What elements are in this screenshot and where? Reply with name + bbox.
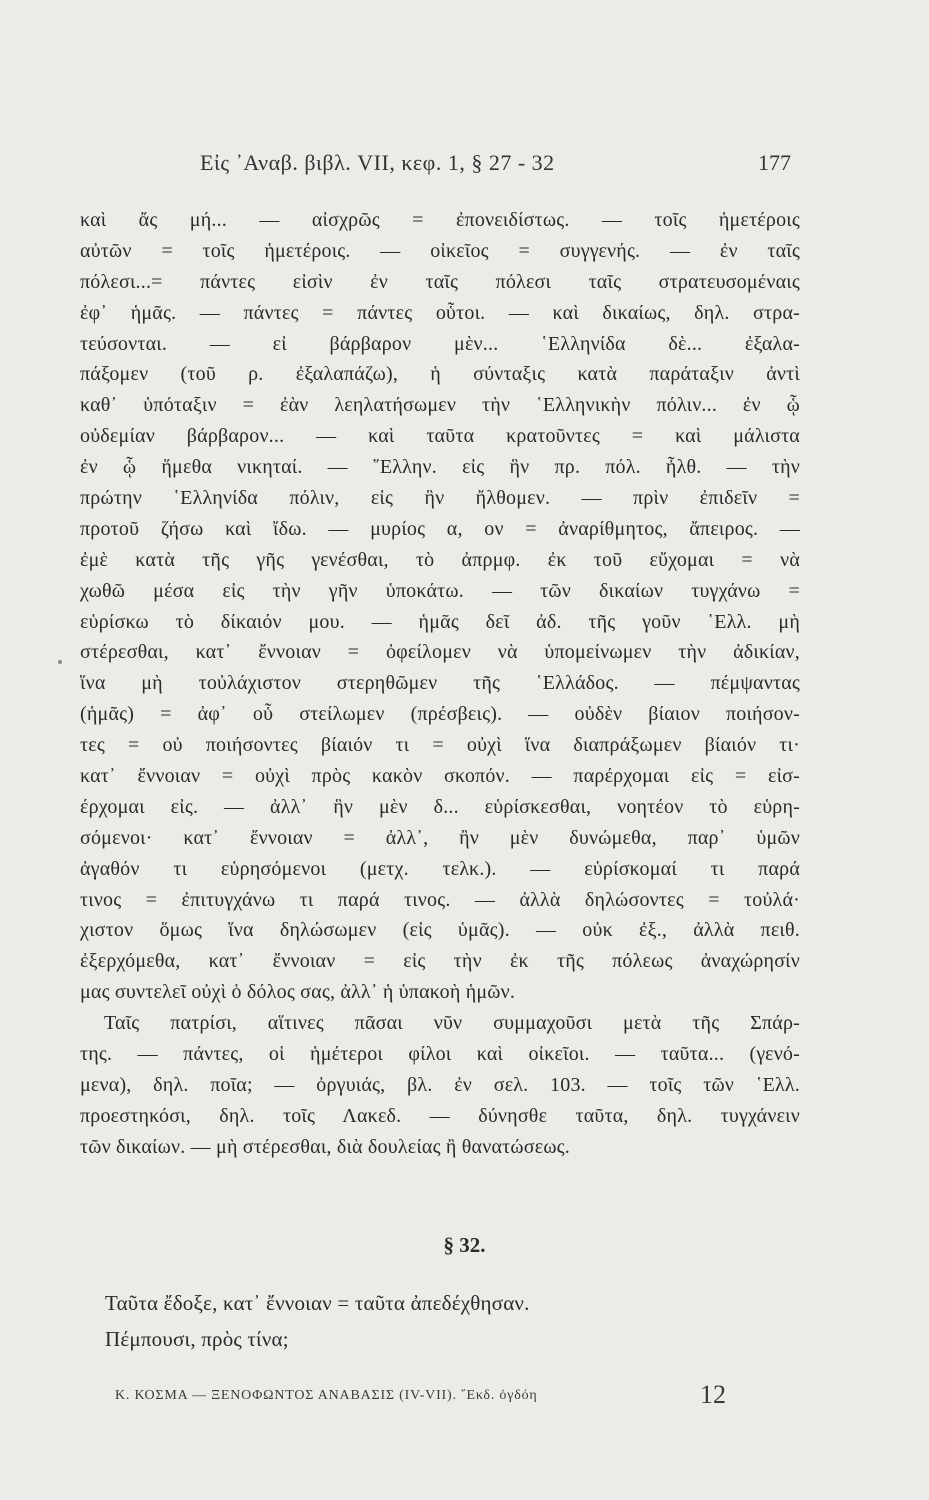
text-line: ἐξερχόμεθα, κατ᾿ ἔννοιαν = εἰς τὴν ἐκ τῆς πόλεως ἀναχώρησίν	[80, 950, 800, 973]
section-heading: § 32.	[443, 1233, 486, 1257]
text-line: ἐφ᾿ ἡμᾶς. — πάντες = πάντες οὗτοι. — καὶ δικαίως, δηλ. στρα-	[80, 301, 800, 324]
text-line: προτοῦ ζήσω καὶ ἴδω. — μυρίος α, ον = ἀναρίθμητος, ἄπειρος. —	[80, 517, 800, 540]
header-title: Εἰς ᾿Αναβ. βιβλ. VII, κεφ. 1, § 27 - 32	[200, 150, 555, 175]
footer-imprint: Κ. ΚΟΣΜΑ — ΞΕΝΟΦΩΝΤΟΣ ΑΝΑΒΑΣΙΣ (IV-VII). ῎Εκδ. ὀγδόη	[115, 1388, 538, 1403]
text-line: ἵνα μὴ τοὐλάχιστον στερηθῶμεν τῆς ῾Ελλάδος. — πέμψαντας	[80, 672, 800, 695]
text-line: πρώτην ῾Ελληνίδα πόλιν, εἰς ἣν ἤλθομεν. — πρὶν ἐπιδεῖν =	[80, 487, 800, 510]
page-number: 177	[758, 150, 791, 175]
text-line: ἀγαθόν τι εὑρησόμενοι (μετχ. τελκ.). — εὑρίσκομαί τι παρά	[80, 857, 800, 880]
running-header	[0, 150, 929, 180]
text-line: τεύσονται. — εἰ βάρβαρον μὲν... ῾Ελληνίδα δὲ... ἐξαλα-	[80, 332, 800, 355]
text-line: καὶ ἄς μή... — αἰσχρῶς = ἐπονειδίστως. — τοῖς ἡμετέροις	[80, 209, 800, 231]
text-line: Ταῦτα ἔδοξε, κατ᾿ ἔννοιαν = ταῦτα ἀπεδέχθησαν.	[105, 1291, 530, 1315]
text-line: Ταῖς πατρίσι, αἵτινες πᾶσαι νῦν συμμαχοῦσι μετὰ τῆς Σπάρ-	[104, 1012, 800, 1035]
text-line: της. — πάντες, οἱ ἡμέτεροι φίλοι καὶ οἰκεῖοι. — ταῦτα... (γενό-	[80, 1043, 800, 1066]
text-line: προεστηκόσι, δηλ. τοῖς Λακεδ. — δύνησθε ταῦτα, δηλ. τυγχάνειν	[80, 1104, 800, 1127]
text-line: σόμενοι· κατ᾿ ἔννοιαν = ἀλλ᾿, ἢν μὲν δυνώμεθα, παρ᾿ ὑμῶν	[80, 826, 800, 849]
text-line: μας συντελεῖ οὐχὶ ὁ δόλος σας, ἀλλ᾿ ἡ ὑπακοὴ ἡμῶν.	[80, 981, 516, 1004]
text-line: τες = οὐ ποιήσοντες βίαιόν τι = οὐχὶ ἵνα διαπράξωμεν βίαιόν τι·	[80, 734, 800, 757]
section-text	[105, 1285, 745, 1357]
text-line: (ἡμᾶς) = ἀφ᾿ οὗ στείλωμεν (πρέσβεις). — οὐδὲν βίαιον ποιήσον-	[80, 703, 800, 726]
text-line: κατ᾿ ἔννοιαν = οὐχὶ πρὸς κακὸν σκοπόν. — παρέρχομαι εἰς = εἰσ-	[80, 765, 800, 788]
page-footer	[0, 1380, 929, 1420]
text-line: Πέμπουσι, πρὸς τίνα;	[105, 1327, 289, 1351]
signature-number: 12	[700, 1380, 726, 1409]
text-line: ἐν ᾧ ἥμεθα νικηταί. — ῞Ελλην. εἰς ἣν πρ. πόλ. ἦλθ. — τὴν	[80, 456, 800, 479]
text-line: ἐμὲ κατὰ τῆς γῆς γενέσθαι, τὸ ἀπρμφ. ἐκ τοῦ εὔχομαι = νὰ	[80, 548, 800, 571]
text-line: έρχομαι εἰς. — ἀλλ᾿ ἣν μὲν δ... εὑρίσκεσθαι, νοητέον τὸ εὑρη-	[80, 795, 800, 818]
text-line: οὐδεμίαν βάρβαρον... — καὶ ταῦτα κρατοῦντες = καὶ μάλιστα	[80, 425, 800, 448]
text-line: στέρεσθαι, κατ᾿ ἔννοιαν = ὀφείλομεν νὰ ὑπομείνωμεν τὴν ἀδικίαν,	[80, 641, 800, 664]
text-line: χωθῶ μέσα εἰς τὴν γῆν ὑποκάτω. — τῶν δικαίων τυγχάνω =	[80, 579, 800, 602]
text-line: χιστον ὅμως ἵνα δηλώσωμεν (εἰς ὑμᾶς). — οὐκ ἐξ., ἀλλὰ πειθ.	[80, 919, 800, 942]
text-line: πάξομεν (τοῦ ρ. ἐξαλαπάζω), ἡ σύνταξις κατὰ παράταξιν ἀντὶ	[80, 363, 800, 386]
text-line: αὐτῶν = τοῖς ἡμετέροις. — οἰκεῖος = συγγενής. — ἐν ταῖς	[80, 239, 800, 262]
ink-speck	[58, 660, 62, 664]
text-line: μενα), δηλ. ποῖα; — ὀργυιάς, βλ. ἐν σελ. 103. — τοῖς τῶν ῾Ελλ.	[80, 1073, 800, 1096]
text-line: καθ᾿ ὑπόταξιν = ἐὰν λεηλατήσωμεν τὴν ῾Ελληνικὴν πόλιν... ἐν ᾧ	[80, 394, 800, 417]
text-line: πόλεσι...= πάντες εἰσὶν ἐν ταῖς πόλεσι ταῖς στρατευσομέναις	[80, 270, 800, 293]
text-line: τινος = ἐπιτυγχάνω τι παρά τινος. — ἀλλὰ δηλώσοντες = τοὐλά·	[80, 888, 800, 911]
text-line: εὑρίσκω τὸ δίκαιόν μου. — ἡμᾶς δεῖ ἀδ. τῆς γοῦν ῾Ελλ. μὴ	[80, 610, 800, 633]
commentary-text	[80, 205, 800, 1163]
text-line: τῶν δικαίων. — μὴ στέρεσθαι, διὰ δουλείας ἢ θανατώσεως.	[80, 1135, 571, 1158]
